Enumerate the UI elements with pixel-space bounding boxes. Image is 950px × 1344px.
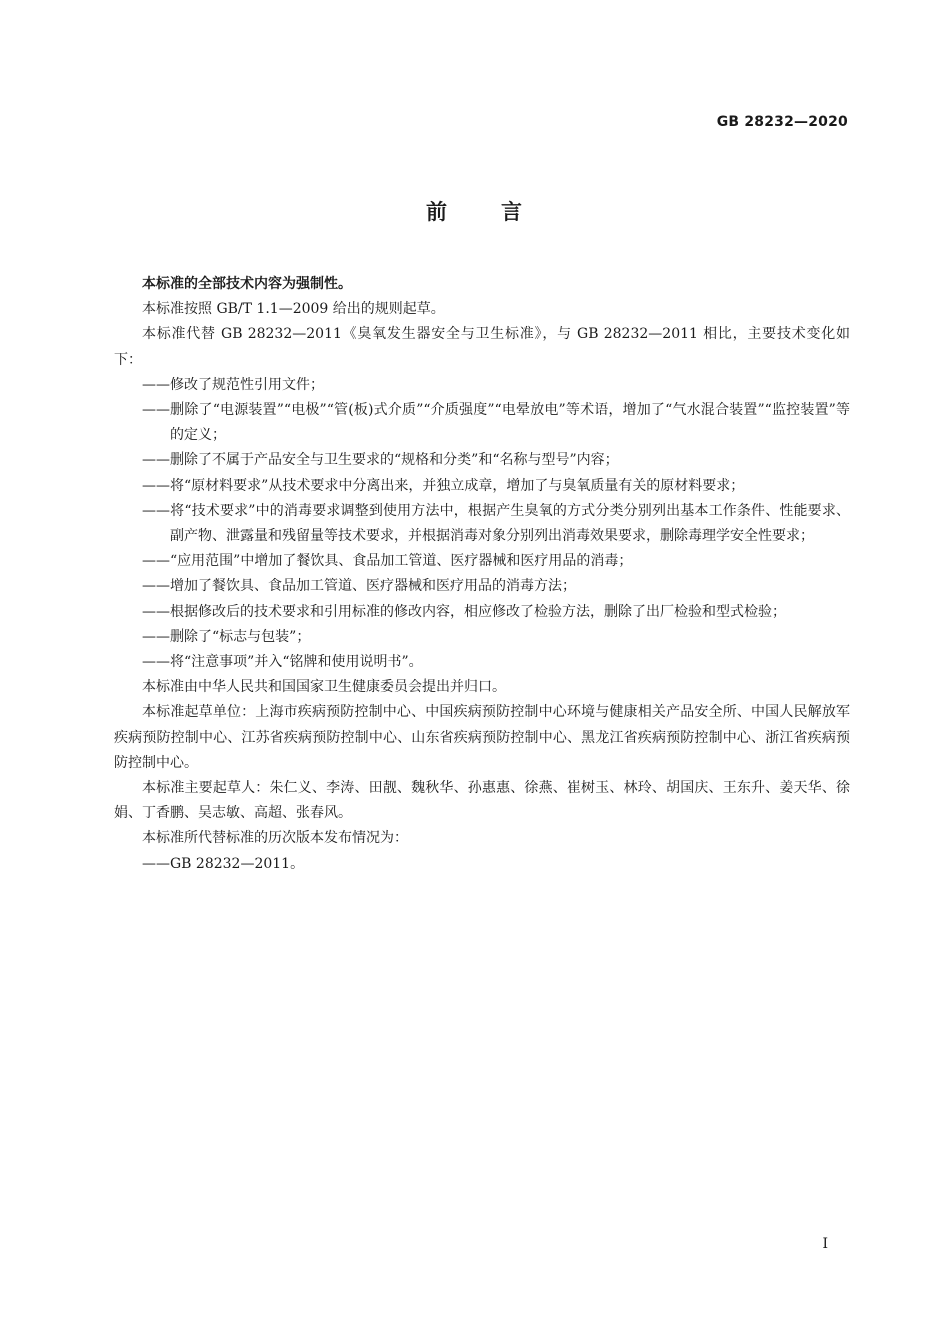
paragraph-version-history: 本标准所代替标准的历次版本发布情况为： <box>142 830 408 847</box>
document-code: GB 28232—2020 <box>716 114 848 130</box>
paragraph-proposer: 本标准由中华人民共和国国家卫生健康委员会提出并归口。 <box>142 679 506 696</box>
list-item: ——将“注意事项”并入“铭牌和使用说明书”。 <box>142 654 423 671</box>
list-item: ——删除了不属于产品安全与卫生要求的“规格和分类”和“名称与型号”内容； <box>142 452 619 469</box>
page-number: I <box>822 1236 828 1252</box>
list-item: ——将“技术要求”中的消毒要求调整到使用方法中，根据产生臭氧的方式分类分别列出基本工作条件、性能要求、副产物、泄露量和残留量等技术要求，并根据消毒对象分别列出消毒效果要求，删除毒理学安全性要求； <box>142 502 850 545</box>
document-body <box>114 272 850 877</box>
list-item: ——删除了“电源装置”“电极”“管(板)式介质”“介质强度”“电晕放电”等术语，增加了“气水混合装置”“监控装置”等的定义； <box>142 402 850 444</box>
paragraph-replacement: 本标准代替 GB 28232—2011《臭氧发生器安全与卫生标准》，与 GB 28232—2011 相比，主要技术变化如下： <box>114 326 850 368</box>
list-item: ——GB 28232—2011。 <box>142 855 305 872</box>
page-title <box>0 196 950 226</box>
paragraph-drafters: 本标准主要起草人：朱仁义、李涛、田靓、魏秋华、孙惠惠、徐燕、崔树玉、林玲、胡国庆、王东升、姜天华、徐娟、丁香鹏、吴志敏、高超、张春风。 <box>114 780 850 822</box>
paragraph-drafting-units: 本标准起草单位：上海市疾病预防控制中心、中国疾病预防控制中心环境与健康相关产品安全所、中国人民解放军疾病预防控制中心、江苏省疾病预防控制中心、山东省疾病预防控制中心、黑龙江省疾病预防控制中心、浙江省疾病预防控制中心。 <box>114 704 850 771</box>
list-item: ——修改了规范性引用文件； <box>142 376 324 393</box>
list-item: ——“应用范围”中增加了餐饮具、食品加工管道、医疗器械和医疗用品的消毒； <box>142 553 633 570</box>
list-item: ——将“原材料要求”从技术要求中分离出来，并独立成章，增加了与臭氧质量有关的原材料要求； <box>142 477 745 494</box>
title-char-2: 言 <box>501 200 524 224</box>
paragraph-drafting-rules: 本标准按照 GB/T 1.1—2009 给出的规则起草。 <box>142 301 445 318</box>
paragraph-mandatory-statement: 本标准的全部技术内容为强制性。 <box>142 276 352 292</box>
list-item: ——根据修改后的技术要求和引用标准的修改内容，相应修改了检验方法，删除了出厂检验和型式检验； <box>142 603 786 620</box>
list-item: ——增加了餐饮具、食品加工管道、医疗器械和医疗用品的消毒方法； <box>142 578 576 595</box>
title-char-1: 前 <box>426 200 449 224</box>
list-item: ——删除了“标志与包装”； <box>142 628 311 645</box>
